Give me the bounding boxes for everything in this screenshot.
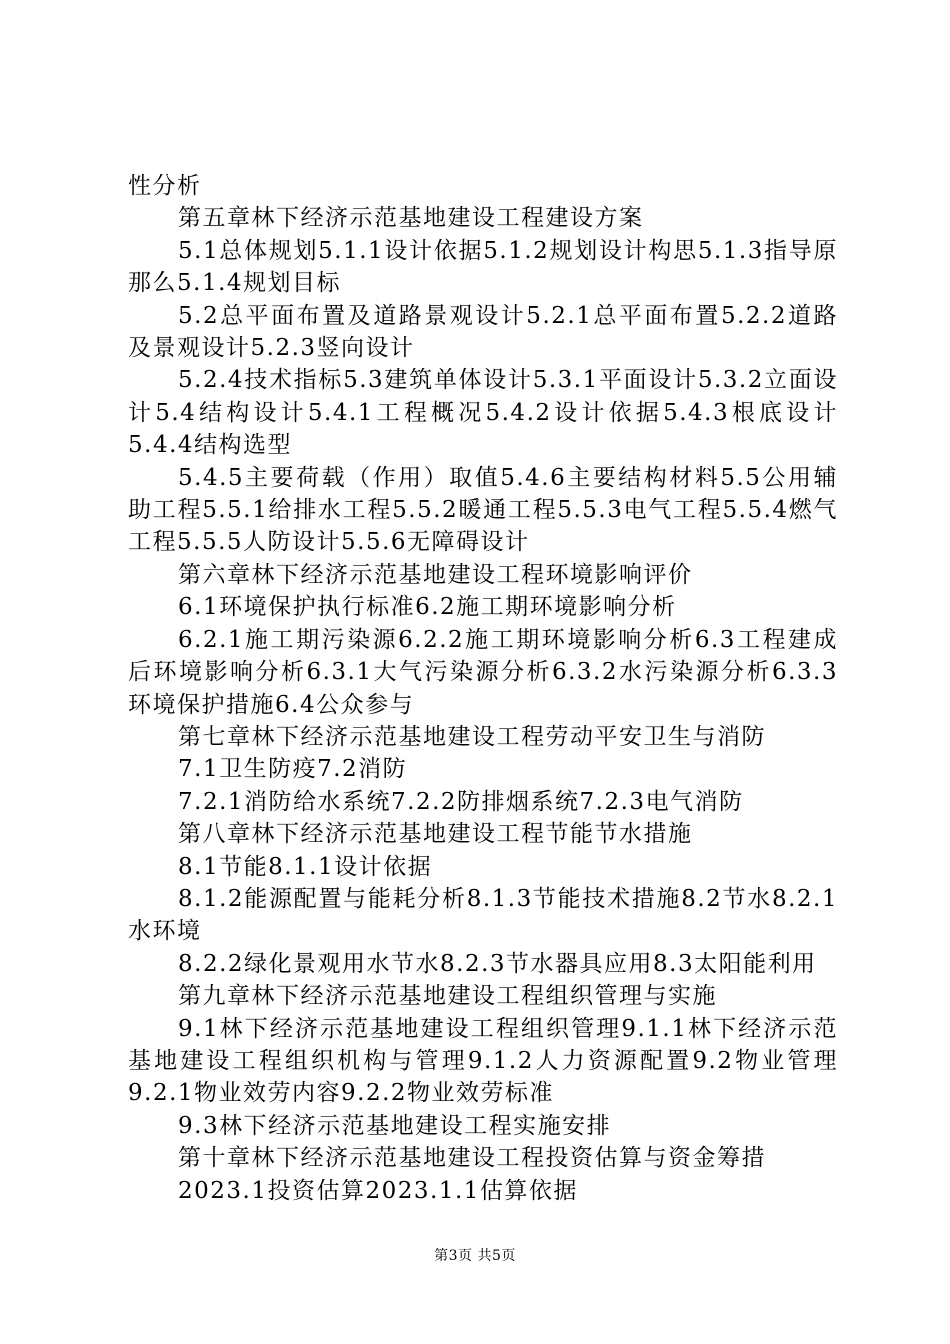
section-2023-1: 2023.1投资估算2023.1.1估算依据	[178, 1177, 578, 1204]
section-7-1: 7.1卫生防疫7.2消防	[178, 756, 408, 783]
chapter-9-heading: 第九章林下经济示范基地建设工程组织管理与实施	[178, 983, 717, 1010]
section-5-4-5: 5.4.5主要荷载（作用）取值5.4.6主要结构材料5.5公用辅助工程5.5.1给排水工程5.5.2暖通工程5.5.3电气工程5.5.4燃气工程5.5.5人防设计5.5.6无障碍设计	[128, 464, 838, 556]
section-9-1: 9.1林下经济示范基地建设工程组织管理9.1.1林下经济示范基地建设工程组织机构与管理9.1.2人力资源配置9.2物业管理9.2.1物业效劳内容9.2.2物业效劳标准	[128, 1015, 838, 1107]
section-5-2: 5.2总平面布置及道路景观设计5.2.1总平面布置5.2.2道路及景观设计5.2.3竖向设计	[128, 302, 838, 362]
page-number-footer: 第3页 共5页	[434, 1248, 516, 1264]
chapter-5-heading: 第五章林下经济示范基地建设工程建设方案	[178, 205, 644, 232]
section-5-2-4: 5.2.4技术指标5.3建筑单体设计5.3.1平面设计5.3.2立面设计5.4结构设计5.4.1工程概况5.4.2设计依据5.4.3根底设计5.4.4结构选型	[128, 367, 838, 459]
chapter-6-heading: 第六章林下经济示范基地建设工程环境影响评价	[178, 561, 693, 588]
document-body	[128, 170, 838, 1207]
section-9-3: 9.3林下经济示范基地建设工程实施安排	[178, 1112, 612, 1139]
chapter-7-heading: 第七章林下经济示范基地建设工程劳动平安卫生与消防	[178, 723, 766, 750]
section-8-2-2: 8.2.2绿化景观用水节水8.2.3节水器具应用8.3太阳能利用	[178, 950, 817, 977]
chapter-8-heading: 第八章林下经济示范基地建设工程节能节水措施	[178, 821, 693, 848]
section-8-1-2: 8.1.2能源配置与能耗分析8.1.3节能技术措施8.2节水8.2.1水环境	[128, 885, 838, 945]
chapter-10-heading: 第十章林下经济示范基地建设工程投资估算与资金筹措	[178, 1145, 766, 1172]
section-7-2-1: 7.2.1消防给水系统7.2.2防排烟系统7.2.3电气消防	[178, 788, 744, 815]
section-6-1: 6.1环境保护执行标准6.2施工期环境影响分析	[178, 594, 677, 621]
paragraph-continuation: 性分析	[128, 173, 202, 199]
section-6-2-1: 6.2.1施工期污染源6.2.2施工期环境影响分析6.3工程建成后环境影响分析6.3.1大气污染源分析6.3.2水污染源分析6.3.3环境保护措施6.4公众参与	[128, 626, 838, 718]
section-8-1: 8.1节能8.1.1设计依据	[178, 853, 433, 880]
section-5-1: 5.1总体规划5.1.1设计依据5.1.2规划设计构思5.1.3指导原那么5.1.4规划目标	[128, 237, 838, 297]
